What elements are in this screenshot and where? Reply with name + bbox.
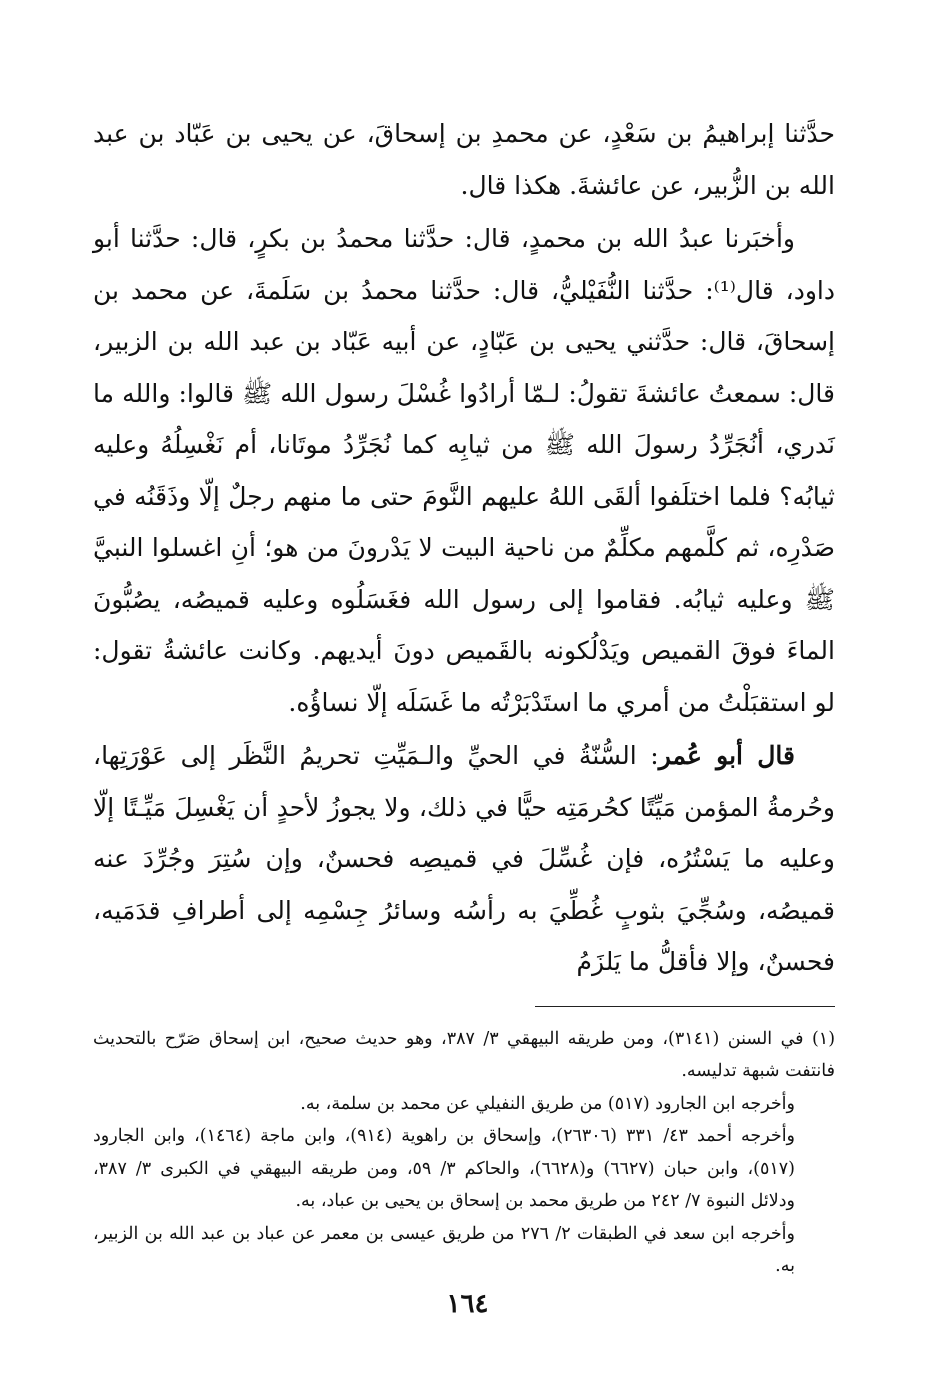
paragraph-1: حدَّثنا إبراهيمُ بن سَعْدٍ، عن محمدِ بن إسحاقَ، عن يحيى بن عَبّاد بن عبد الله بن الزُّبير، عن عائشةَ. هكذا قال.	[93, 119, 835, 200]
paragraph-2: وأخبَرنا عبدُ الله بن محمدٍ، قال: حدَّثنا محمدُ بن بكرٍ، قال: حدَّثنا أبو داود، قال⁽¹⁾: حدَّثنا النُّفَيْليُّ، قال: حدَّثنا محمدُ بن سَلَمةَ، عن محمد بن إسحاقَ، قال: حدَّثني يحيى بن عَبّادٍ، عن أبيه عَبّاد بن عبد الله بن الزبير، قال: سمعتُ عائشةَ تقولُ: لـمّا أرادُوا غُسْلَ رسول الله ﷺ قالوا: والله ما نَدري، أنُجَرِّدُ رسولَ الله ﷺ من ثيابِه كما نُجَرِّدُ موتَانا، أم نَغْسِلُهُ وعليه ثيابُه؟ فلما اختلَفوا ألقَى اللهُ عليهم النَّومَ حتى ما منهم رجلٌ إلّا وذَقَنُه في صَدْرِه، ثم كلَّمهم مكلِّمٌ من ناحية البيت لا يَدْرونَ من هو؛ أنِ اغسلوا النبيَّ ﷺ وعليه ثيابُه. فقاموا إلى رسول الله فغَسَلُوه وعليه قميصُه، يصُبُّونَ الماءَ فوقَ القميص ويَدْلُكونه بالقَميص دونَ أيديهم. وكانت عائشةُ تقول: لو استقبَلْتُ من أمري ما استَدْبَرْتُه ما غَسَلَه إلّا نساؤُه.	[93, 224, 836, 717]
main-text	[93, 108, 835, 988]
footnote-2: وأخرجه ابن الجارود (٥١٧) من طريق النفيلي عن محمد بن سلمة، به.	[300, 1093, 795, 1114]
footnotes	[93, 1023, 835, 1283]
footnote-3: وأخرجه أحمد ٤٣/ ٣٣١ (٢٦٣٠٦)، وإسحاق بن راهوية (٩١٤)، وابن ماجة (١٤٦٤)، وابن الجارود (٥١٧)، وابن حبان (٦٦٢٧) و(٦٦٢٨)، والحاكم ٣/ ٥٩، ومن طريقه البيهقي في الكبرى ٣/ ٣٨٧، ودلائل النبوة ٧/ ٢٤٢ من طريق محمد بن إسحاق بن يحيى بن عباد، به.	[93, 1126, 796, 1211]
page-number: ١٦٤	[446, 1289, 489, 1319]
footnote-1: (١) في السنن (٣١٤١)، ومن طريقه البيهقي ٣/ ٣٨٧، وهو حديث صحيح، ابن إسحاق صَرّح بالتحديث فانتفت شبهة تدليسه.	[93, 1028, 836, 1081]
footnote-separator	[535, 1006, 835, 1007]
footnote-4: وأخرجه ابن سعد في الطبقات ٢/ ٢٧٦ من طريق عيسى بن معمر عن عباد بن عبد الله بن الزبير، به.	[93, 1223, 795, 1276]
paragraph-abu-omar	[93, 730, 835, 988]
abu-omar-text: : السُّنّةُ في الحيِّ والـمَيِّتِ تحريمُ النَّظَر إلى عَوْرَتِها، وحُرمةُ المؤمن مَيِّتًا كحُرمَتِه حيًّا في ذلك، ولا يجوزُ لأحدٍ أن يَغْسِلَ مَيِّـتًا إلّا وعليه ما يَسْتُرُه، فإن غُسِّلَ في قميصِه فحسنٌ، وإن سُتِرَ وجُرِّدَ عنه قميصُه، وسُجِّيَ بثوبٍ غُطِّيَ به رأسُه وسائرُ جِسْمِه إلى أطرافِ قدَمَيه، فحسنٌ، وإلا فأقلُّ ما يَلزَمُ	[93, 741, 835, 976]
abu-omar-lead: قال أبو عُمر	[658, 741, 795, 770]
